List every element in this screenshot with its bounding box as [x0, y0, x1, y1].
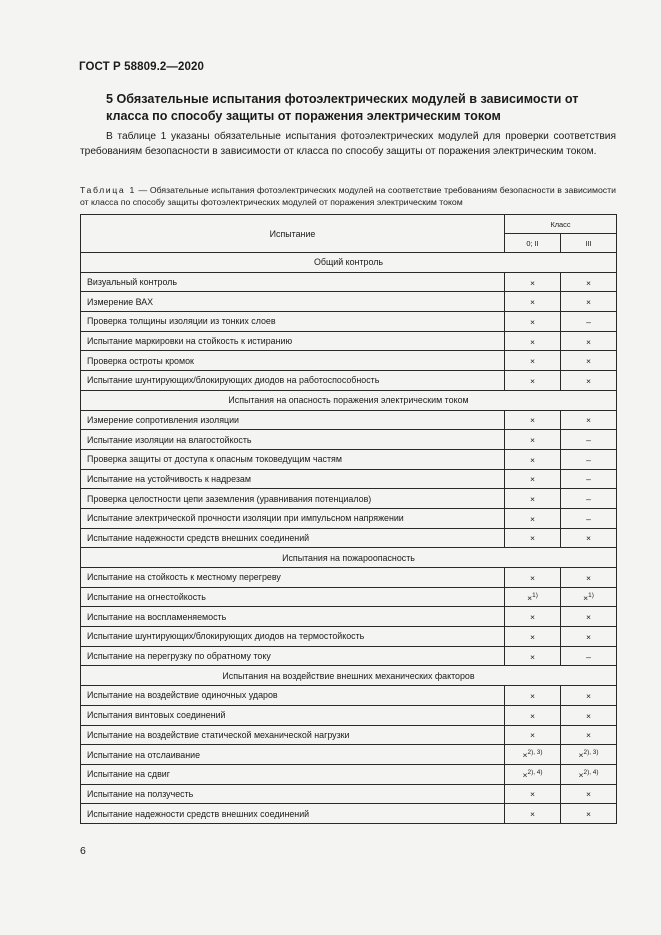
footnote-ref: 1): [532, 591, 538, 599]
requirements-table: [80, 214, 617, 824]
table-row: [81, 528, 617, 548]
mark-symbol: ×: [529, 375, 536, 386]
table-row: [81, 292, 617, 312]
footnote-ref: 2), 3): [583, 749, 599, 757]
mark-symbol: ×: [585, 730, 592, 741]
table-row: [81, 449, 617, 469]
mark-symbol: ×: [585, 375, 592, 386]
test-name: Испытание на воздействие статической механической нагрузки: [81, 725, 505, 745]
group-title: Испытания на пожароопасность: [81, 548, 617, 568]
mark-symbol: ×: [529, 277, 536, 288]
class-0-ii-mark: [505, 764, 561, 784]
test-name: Измерение ВАХ: [81, 292, 505, 312]
mark-symbol: ×: [529, 631, 536, 642]
group-row: [81, 253, 617, 273]
table-row: [81, 430, 617, 450]
class-0-ii-mark: [505, 686, 561, 706]
class-0-ii-mark: [505, 725, 561, 745]
table-body: [81, 253, 617, 824]
header-class-b: III: [561, 234, 617, 253]
mark-symbol: ×: [529, 297, 536, 308]
mark-symbol: ×: [578, 750, 584, 761]
mark-symbol: ×: [585, 809, 592, 820]
group-title: Испытания на воздействие внешних механических факторов: [81, 666, 617, 686]
class-0-ii-mark: [505, 705, 561, 725]
table-row: [81, 784, 617, 804]
mark-symbol: ×: [522, 750, 528, 761]
page-number: 6: [80, 845, 86, 857]
mark-symbol: ×: [527, 592, 533, 603]
class-iii-mark: [561, 312, 617, 332]
test-name: Испытание на ползучесть: [81, 784, 505, 804]
mark-symbol: ×: [585, 789, 592, 800]
class-iii-mark: [561, 272, 617, 292]
class-0-ii-mark: [505, 587, 561, 607]
class-iii-mark: [561, 331, 617, 351]
test-name: Испытание шунтирующих/блокирующих диодов на термостойкость: [81, 627, 505, 647]
test-name: Испытание маркировки на стойкость к истиранию: [81, 331, 505, 351]
table-row: [81, 410, 617, 430]
group-title: Общий контроль: [81, 253, 617, 273]
group-row: [81, 548, 617, 568]
class-0-ii-mark: [505, 272, 561, 292]
table-caption-lead: Таблица 1: [80, 185, 136, 195]
class-iii-mark: [561, 292, 617, 312]
mark-symbol: –: [586, 435, 591, 446]
table-row: [81, 568, 617, 588]
test-name: Испытание на отслаивание: [81, 745, 505, 765]
mark-symbol: –: [586, 316, 591, 327]
mark-symbol: ×: [529, 612, 536, 623]
test-name: Испытание на устойчивость к надрезам: [81, 469, 505, 489]
class-iii-mark: [561, 646, 617, 666]
class-0-ii-mark: [505, 449, 561, 469]
mark-symbol: ×: [529, 572, 536, 583]
mark-symbol: ×: [585, 336, 592, 347]
class-0-ii-mark: [505, 528, 561, 548]
table-row: [81, 686, 617, 706]
test-name: Измерение сопротивления изоляции: [81, 410, 505, 430]
class-0-ii-mark: [505, 331, 561, 351]
table-caption-text: — Обязательные испытания фотоэлектрических модулей на соответствие требованиям безопасности в зависимости от класса по способу защиты фотоэлектрических модулей от поражения электрическим током: [80, 185, 616, 208]
mark-symbol: –: [586, 474, 591, 485]
class-0-ii-mark: [505, 627, 561, 647]
class-0-ii-mark: [505, 508, 561, 528]
mark-symbol: ×: [585, 710, 592, 721]
mark-symbol: ×: [529, 690, 536, 701]
class-iii-mark: [561, 469, 617, 489]
table-row: [81, 272, 617, 292]
header-test: Испытание: [81, 215, 505, 253]
test-name: Испытание на перегрузку по обратному току: [81, 646, 505, 666]
table-row: [81, 331, 617, 351]
test-name: Проверка защиты от доступа к опасным токоведущим частям: [81, 449, 505, 469]
table-row: [81, 489, 617, 509]
mark-symbol: ×: [585, 533, 592, 544]
table-row: [81, 508, 617, 528]
table-row: [81, 764, 617, 784]
table-row: [81, 725, 617, 745]
class-iii-mark: [561, 430, 617, 450]
mark-symbol: ×: [529, 415, 536, 426]
class-0-ii-mark: [505, 568, 561, 588]
table-row: [81, 804, 617, 824]
mark-symbol: ×: [585, 631, 592, 642]
test-name: Проверка целостности цепи заземления (уравнивания потенциалов): [81, 489, 505, 509]
test-name: Проверка остроты кромок: [81, 351, 505, 371]
mark-symbol: ×: [522, 769, 528, 780]
header-class-a: 0; II: [505, 234, 561, 253]
class-0-ii-mark: [505, 410, 561, 430]
mark-symbol: ×: [585, 690, 592, 701]
class-iii-mark: [561, 351, 617, 371]
table-row: [81, 646, 617, 666]
class-0-ii-mark: [505, 745, 561, 765]
class-0-ii-mark: [505, 430, 561, 450]
class-iii-mark: [561, 568, 617, 588]
test-name: Испытание надежности средств внешних соединений: [81, 804, 505, 824]
mark-symbol: ×: [529, 356, 536, 367]
class-iii-mark: [561, 705, 617, 725]
group-title: Испытания на опасность поражения электрическим током: [81, 390, 617, 410]
test-name: Испытание изоляции на влагостойкость: [81, 430, 505, 450]
table-caption: [80, 184, 616, 208]
class-iii-mark: [561, 686, 617, 706]
mark-symbol: ×: [585, 612, 592, 623]
mark-symbol: –: [586, 494, 591, 505]
test-name: Испытание электрической прочности изоляции при импульсном напряжении: [81, 508, 505, 528]
footnote-ref: 2), 3): [527, 749, 543, 757]
test-name: Испытание на сдвиг: [81, 764, 505, 784]
mark-symbol: –: [586, 651, 591, 662]
test-name: Испытание надежности средств внешних соединений: [81, 528, 505, 548]
mark-symbol: ×: [583, 592, 589, 603]
footnote-ref: 2), 4): [527, 768, 543, 776]
mark-symbol: –: [586, 454, 591, 465]
mark-symbol: ×: [529, 789, 536, 800]
class-iii-mark: [561, 371, 617, 391]
mark-symbol: ×: [529, 730, 536, 741]
class-iii-mark: [561, 607, 617, 627]
class-iii-mark: [561, 508, 617, 528]
section-title: 5 Обязательные испытания фотоэлектрических модулей в зависимости от класса по способу защиты от поражения электрическим током: [106, 92, 579, 123]
test-name: Испытание на стойкость к местному перегреву: [81, 568, 505, 588]
class-0-ii-mark: [505, 646, 561, 666]
mark-symbol: ×: [585, 277, 592, 288]
class-0-ii-mark: [505, 351, 561, 371]
table-row: [81, 627, 617, 647]
class-iii-mark: [561, 528, 617, 548]
mark-symbol: ×: [585, 356, 592, 367]
class-0-ii-mark: [505, 489, 561, 509]
table-row: [81, 469, 617, 489]
group-row: [81, 390, 617, 410]
mark-symbol: ×: [529, 809, 536, 820]
class-0-ii-mark: [505, 784, 561, 804]
mark-symbol: ×: [585, 297, 592, 308]
group-row: [81, 666, 617, 686]
class-0-ii-mark: [505, 371, 561, 391]
class-iii-mark: [561, 804, 617, 824]
mark-symbol: ×: [529, 474, 536, 485]
table-row: [81, 587, 617, 607]
class-iii-mark: [561, 627, 617, 647]
table-row: [81, 351, 617, 371]
table-row: [81, 371, 617, 391]
class-iii-mark: [561, 410, 617, 430]
test-name: Испытание на воспламеняемость: [81, 607, 505, 627]
mark-symbol: ×: [529, 513, 536, 524]
test-name: Испытание на огнестойкость: [81, 587, 505, 607]
mark-symbol: ×: [585, 415, 592, 426]
table-row: [81, 312, 617, 332]
mark-symbol: ×: [529, 454, 536, 465]
mark-symbol: ×: [578, 769, 584, 780]
test-name: Испытание шунтирующих/блокирующих диодов на работоспособность: [81, 371, 505, 391]
mark-symbol: ×: [529, 336, 536, 347]
mark-symbol: ×: [529, 435, 536, 446]
mark-symbol: ×: [529, 316, 536, 327]
class-0-ii-mark: [505, 607, 561, 627]
class-iii-mark: [561, 764, 617, 784]
class-iii-mark: [561, 784, 617, 804]
footnote-ref: 2), 4): [583, 768, 599, 776]
mark-symbol: ×: [529, 651, 536, 662]
mark-symbol: –: [586, 513, 591, 524]
class-0-ii-mark: [505, 804, 561, 824]
document-header: ГОСТ Р 58809.2—2020: [79, 61, 204, 73]
table-row: [81, 607, 617, 627]
test-name: Визуальный контроль: [81, 272, 505, 292]
mark-symbol: ×: [529, 494, 536, 505]
mark-symbol: ×: [529, 533, 536, 544]
footnote-ref: 1): [588, 591, 594, 599]
class-0-ii-mark: [505, 312, 561, 332]
mark-symbol: ×: [585, 572, 592, 583]
class-iii-mark: [561, 489, 617, 509]
class-iii-mark: [561, 725, 617, 745]
class-iii-mark: [561, 587, 617, 607]
test-name: Испытание на воздействие одиночных ударов: [81, 686, 505, 706]
test-name: Испытания винтовых соединений: [81, 705, 505, 725]
mark-symbol: ×: [529, 710, 536, 721]
test-name: Проверка толщины изоляции из тонких слоев: [81, 312, 505, 332]
intro-paragraph: В таблице 1 указаны обязательные испытания фотоэлектрических модулей для проверки соответствия требованиям безопасности в зависимости от класса по способу защиты от поражения электрическим током.: [80, 131, 616, 157]
table-row: [81, 745, 617, 765]
table-row: [81, 705, 617, 725]
class-0-ii-mark: [505, 469, 561, 489]
class-iii-mark: [561, 745, 617, 765]
class-0-ii-mark: [505, 292, 561, 312]
header-class: Класс: [505, 215, 617, 234]
class-iii-mark: [561, 449, 617, 469]
